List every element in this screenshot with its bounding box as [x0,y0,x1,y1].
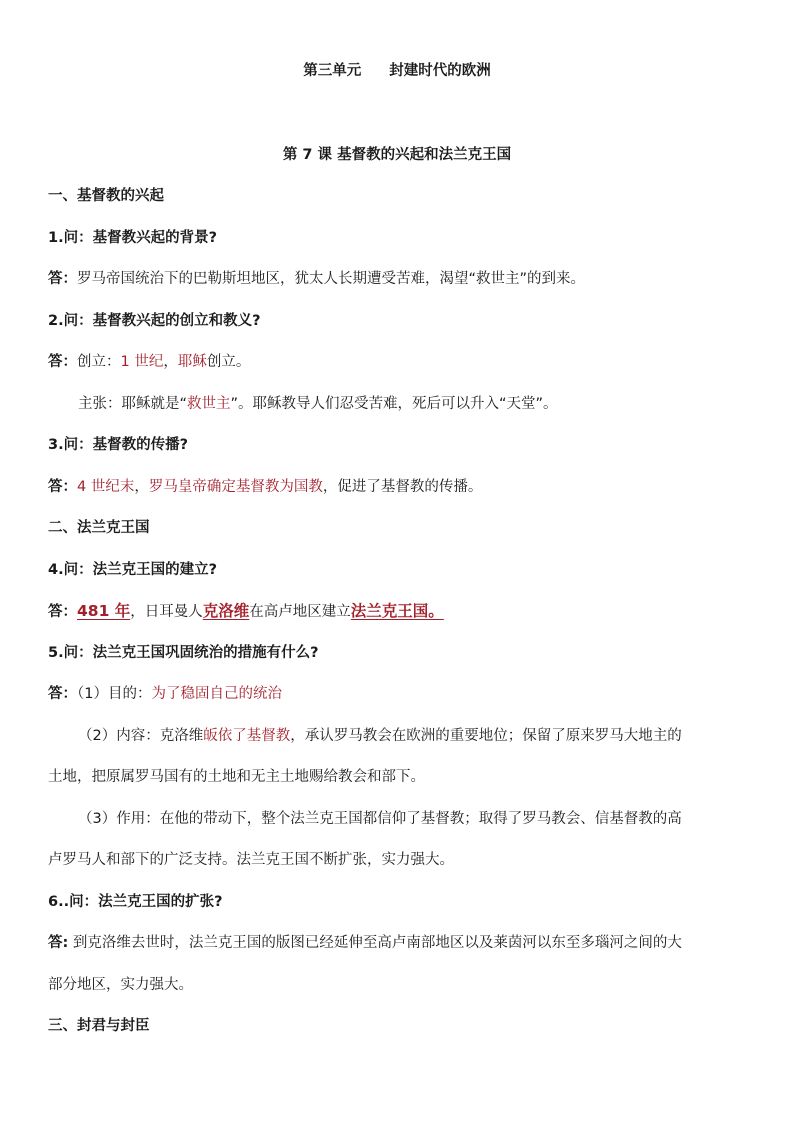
answer-text: ，促进了基督教的传播。 [322,479,483,495]
answer-5-content-cont: 土地，把原属罗马国有的土地和无主土地赐给教会和部下。 [48,769,425,785]
answer-label: 答： [48,686,77,702]
answer-label: 答: [48,935,69,951]
answer-6 [48,933,750,953]
answer-text: （1）目的： [77,686,152,702]
section-heading-3: 三、封君与封臣 [48,1018,150,1034]
answer-label: 答： [48,604,77,620]
highlight-text: 皈依了基督教 [203,728,291,744]
answer-text: 罗马帝国统治下的巴勒斯坦地区，犹太人长期遭受苦难，渴望“救世主”的到来。 [77,271,586,287]
highlight-text: 481 年 [77,602,131,620]
answer-text: （2）内容：克洛维 [78,728,204,744]
highlight-text: 克洛维 [202,602,250,620]
highlight-text: 耶稣 [177,354,207,370]
highlight-text: 救世主 [187,396,231,412]
answer-text: 创立： [77,354,121,370]
highlight-text: 法兰克王国。 [350,602,444,620]
answer-text: 到克洛维去世时，法兰克王国的版图已经延伸至高卢南部地区以及莱茵河以东至多瑙河之间的大 [68,935,682,951]
answer-text: ， [134,479,149,495]
answer-text: ， [163,354,178,370]
answer-1 [48,269,750,289]
question-1: 1.问：基督教兴起的背景? [48,230,218,246]
question-4: 4.问：法兰克王国的建立? [48,562,218,578]
answer-label: 答： [48,479,77,495]
answer-label: 答： [48,354,77,370]
answer-text: ，承认罗马教会在欧洲的重要地位；保留了原来罗马大地主的 [290,728,682,744]
answer-5-effect-cont: 卢罗马人和部下的广泛支持。法兰克王国不断扩张，实力强大。 [48,852,454,868]
section-heading-1: 一、基督教的兴起 [48,188,164,204]
unit-title [0,61,794,81]
section-heading-2: 二、法兰克王国 [48,520,150,536]
highlight-text: 4 世纪末 [77,479,135,495]
answer-5-purpose [48,684,750,704]
answer-text: ”。耶稣教导人们忍受苦难，死后可以升入“天堂”。 [230,396,558,412]
answer-text: ，日耳曼人 [130,604,203,620]
answer-text: 在高卢地区建立 [249,604,351,620]
highlight-text: 罗马皇帝确定基督教为国教 [148,479,323,495]
answer-2 [48,352,750,372]
answer-5-content [78,726,750,746]
answer-text: 创立。 [206,354,251,370]
answer-label: 答： [48,271,77,287]
question-6: 6..问：法兰克王国的扩张? [48,894,223,910]
question-3: 3.问：基督教的传播? [48,437,189,453]
answer-4 [48,601,750,622]
question-2: 2.问：基督教兴起的创立和教义? [48,313,261,329]
highlight-text: 为了稳固自己的统治 [151,686,282,702]
unit-name: 封建时代的欧洲 [389,63,491,79]
answer-text: 主张：耶稣就是“ [78,396,188,412]
question-5: 5.问：法兰克王国巩固统治的措施有什么? [48,645,319,661]
answer-3 [48,477,750,497]
unit-number: 第三单元 [303,63,362,79]
answer-5-effect: （3）作用：在他的带动下，整个法兰克王国都信仰了基督教；取得了罗马教会、信基督教的高 [78,811,682,827]
answer-2-doctrine [78,394,750,414]
lesson-title: 第 7 课 基督教的兴起和法兰克王国 [282,147,512,163]
answer-6-cont: 部分地区，实力强大。 [48,977,193,993]
highlight-text: 1 世纪 [120,354,164,370]
